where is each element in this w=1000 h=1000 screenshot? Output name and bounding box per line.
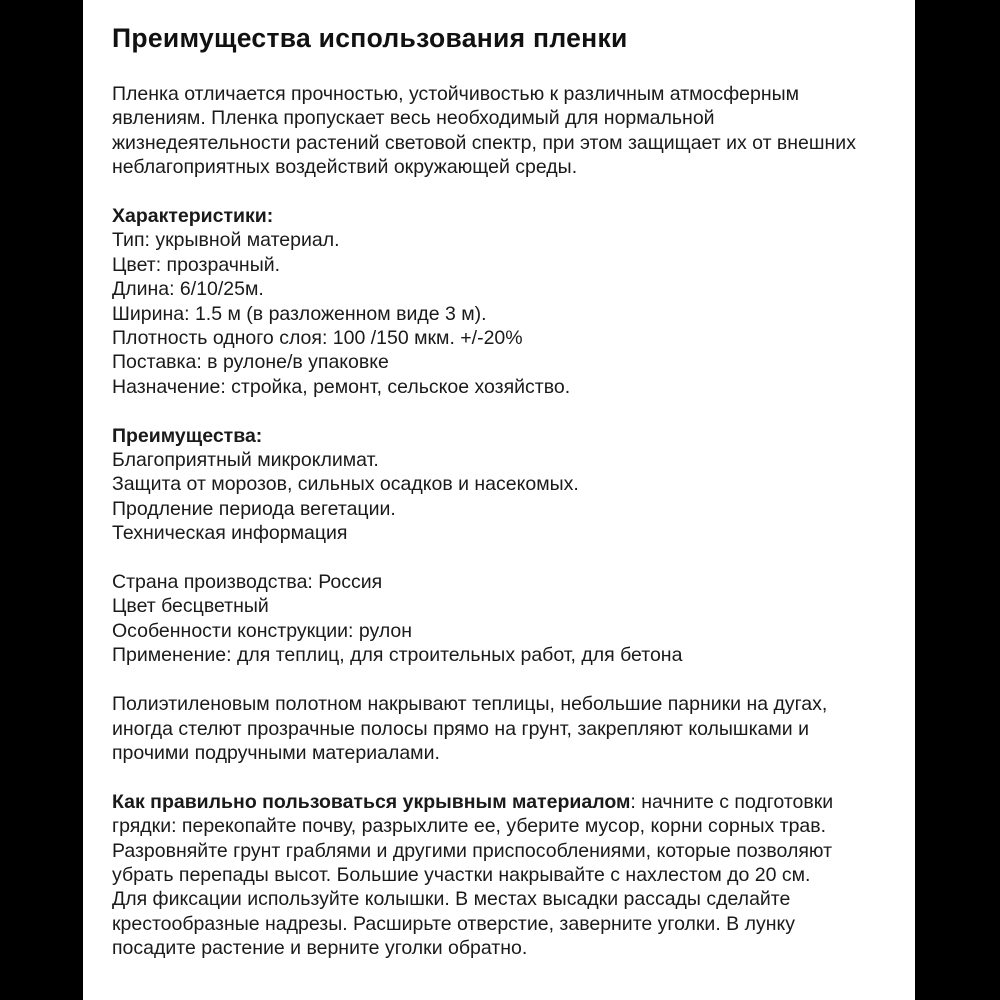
howto-bold-lead: Как правильно пользоваться укрывным материалом <box>112 790 631 813</box>
text-line: убрать перепады высот. Большие участки накрывайте с нахлестом до 20 см. <box>112 863 811 886</box>
characteristic-item: Цвет: прозрачный. <box>112 253 281 276</box>
characteristic-item: Ширина: 1.5 м (в разложенном виде 3 м). <box>112 302 487 325</box>
characteristic-item: Назначение: стройка, ремонт, сельское хозяйство. <box>112 375 571 398</box>
text-line: Разровняйте грунт граблями и другими приспособлениями, которые позволяют <box>112 839 833 862</box>
characteristic-item: Поставка: в рулоне/в упаковке <box>112 351 389 374</box>
text-line: явлениям. Пленка пропускает весь необходимый для нормальной <box>112 107 715 130</box>
text-line: Полиэтиленовым полотном накрывают теплицы, небольшие парники на дугах, <box>112 693 828 716</box>
howto-lead-line <box>112 790 903 814</box>
right-black-bar <box>915 0 1000 1000</box>
advantage-item: Благоприятный микроклимат. <box>112 449 379 472</box>
text-line: иногда стелют прозрачные полосы прямо на грунт, закрепляют колышками и <box>112 717 809 740</box>
text-line: посадите растение и верните уголки обратно. <box>112 937 528 960</box>
detail-item: Особенности конструкции: рулон <box>112 619 413 642</box>
text-line: неблагоприятных воздействий окружающей среды. <box>112 156 578 179</box>
usage-paragraph <box>112 692 903 765</box>
intro-paragraph <box>112 82 903 180</box>
howto-lead-rest: : начните с подготовки <box>630 790 834 813</box>
detail-item: Страна производства: Россия <box>112 571 383 594</box>
characteristic-item: Длина: 6/10/25м. <box>112 278 264 301</box>
text-line: жизнедеятельности растений световой спектр, при этом защищает их от внешних <box>112 131 856 154</box>
advantages-heading: Преимущества: <box>112 424 263 447</box>
text-line: прочими подручными материалами. <box>112 741 440 764</box>
detail-item: Цвет бесцветный <box>112 595 269 618</box>
advantage-item: Защита от морозов, сильных осадков и насекомых. <box>112 473 579 496</box>
text-line: крестообразные надрезы. Расширьте отверстие, заверните уголки. В лунку <box>112 912 795 935</box>
document-card <box>83 0 915 1000</box>
characteristic-item: Плотность одного слоя: 100 /150 мкм. +/-20% <box>112 327 523 350</box>
text-line: грядки: перекопайте почву, разрыхлите ее, уберите мусор, корни сорных трав. <box>112 815 827 838</box>
detail-item: Применение: для теплиц, для строительных работ, для бетона <box>112 644 683 667</box>
text-line: Пленка отличается прочностью, устойчивостью к различным атмосферным <box>112 83 800 105</box>
document-content <box>83 0 915 961</box>
text-line: Для фиксации используйте колышки. В местах высадки рассады сделайте <box>112 888 791 911</box>
advantages-section <box>112 424 903 546</box>
left-black-bar <box>0 0 83 1000</box>
page-title: Преимущества использования пленки <box>112 23 628 53</box>
characteristics-section <box>112 204 903 399</box>
advantage-item: Техническая информация <box>112 522 348 545</box>
howto-paragraph <box>112 790 903 961</box>
characteristic-item: Тип: укрывной материал. <box>112 229 340 252</box>
characteristics-heading: Характеристики: <box>112 205 274 228</box>
advantage-item: Продление периода вегетации. <box>112 497 396 520</box>
details-section <box>112 570 903 668</box>
